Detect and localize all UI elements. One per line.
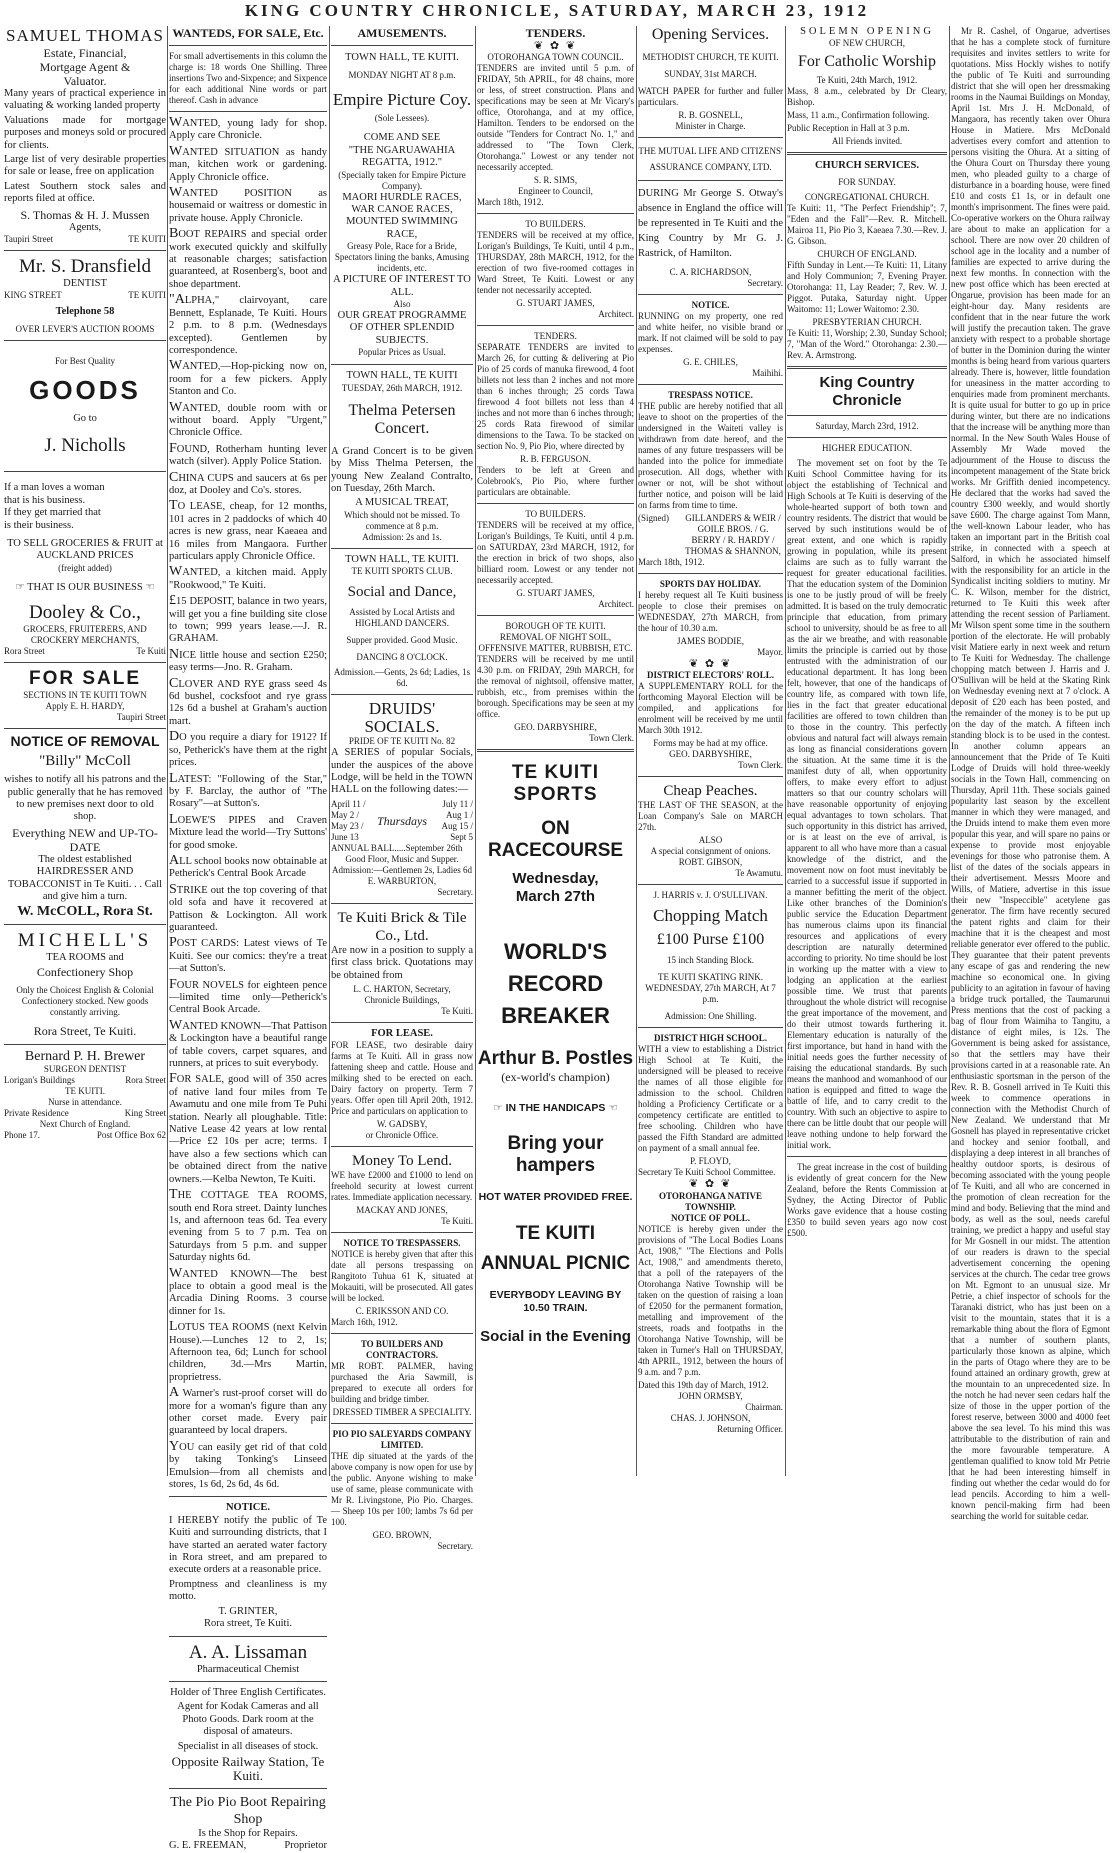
hampers: Bring your hampers [507, 1132, 604, 1176]
brewer-l2: Private Residence [4, 1107, 69, 1118]
education-para-1: The movement set on foot by the Te Kuiti School Committee having for its object the establishing of Technical and High Schools at Te Kuiti is deserving of the whole-hearted support of both town and country residents. The district that would be served by such institutions would be of great extent, and one which is rapidly growing in population, while its present claims are such as to fully warrant the request for greater educational facilities. That the education system of the Dominion is one to be justly proud of will be freely admitted. It is based on the truly democratic principle that education, from primary school to university, should be as free to all as the air we breathe, and with reasonable limits the principle is carried out by those entrusted with the administration of our educational department. It has long been felt, however, that one of the handicaps of country life, as compared with town life, lies in the fact that greater educational facilities are offered to town children than to those in the country. This perfectly obvious and natural fact will always remain as long as financial considerations govern the situation. At the same time it is the manifest duty of all, when opportunity offers, to make every effort to adjust matters so that our country scholars will have reasonable opportunity of enjoying equal advantages to town scholars. That such opportunity in this district has arrived, or is at least on the eve of arrival, is apparent to all who have more than a casual knowledge of the district, and the movement now on foot must inevitably be carried to a successful issue if supported in a manner befitting the merit of the object. Like other branches of the Dominion's public service the Education Department has numerous claims upon its financial resources and applications of every description are naturally determined according to priority. No time should be lost in working up the matter with a view to lodging an application at the earliest possible time. We trust that parents throughout the whole district will recognise the great importance of the movement, and do their utmost towards furthering it. Elementary education is naturally of the first importance, but hand in hand with the initial needs goes the further necessity of raising the educational standards. By such means the manhood and womanhood of our nation is equipped and fitted to wage the battle of life, and to carry credit to the country. With such an objective to aspire to there can be little doubt that our people will leave nothing undone to help forward the initial work. [787, 457, 947, 1150]
sims2: Engineer to Council, [518, 186, 593, 197]
empire-pictures: Empire Picture Coy. [332, 90, 472, 110]
column-6 [787, 26, 947, 1476]
tenders-heading: TENDERS. [525, 26, 586, 40]
annual-ball: ANNUAL BALL.....September 26th [331, 842, 463, 853]
congregational-para: Te Kuiti: 11, "The Perfect Friendship"; 7, "Eden and the Fall"—Rev. R. Mitchell. Mairoa 11, Pio Pio 3, Kaeaea 7.30.—Rev. J. G. Gibson. [787, 202, 947, 246]
mutual-para: DURING Mr George S. Otway's absence in England the office will be represented in Te Kuiti and the King Country by Mr G. J. Rastrick, of Hamilton. [638, 188, 783, 259]
prices: Popular Prices as Usual. [358, 347, 446, 358]
wanted-ad: WANTED, double room with or without board. Apply "Urgent," Chronicle Office. [169, 399, 327, 439]
notice-poll: NOTICE OF POLL. [671, 1212, 750, 1223]
native-township: OTOROHANGA NATIVE TOWNSHIP. [659, 1190, 762, 1212]
church-services: CHURCH SERVICES. [814, 160, 920, 172]
poem-line2: that is his business. [4, 494, 86, 506]
darby-1: GEO. DARBYSHIRE, [514, 722, 597, 733]
poem-line1: If a man loves a woman [4, 482, 105, 494]
dr-telephone: Telephone 58 [55, 306, 115, 318]
wanted-ad: CHINA CUPS and saucers at 6s per doz, at Dooley and Co's. stores. [169, 469, 327, 496]
all-invited: All Friends invited. [831, 136, 903, 147]
harton3: Te Kuiti. [441, 1005, 473, 1016]
grinter-para2: Promptness and cleanliness is my motto. [169, 1578, 327, 1603]
handicaps: ☞ IN THE HANDICAPS ☜ [493, 1102, 618, 1115]
supper: Supper provided. Good Music. [346, 635, 458, 646]
regatta: "THE NGARUAWAHIA REGATTA, 1912." [348, 144, 456, 169]
cheap-peaches: Cheap Peaches. [663, 783, 758, 800]
brewer-city: TE KUITI. [65, 1085, 105, 1096]
druids-para: A SERIES of popular Socials, under the auspices of the above Lodge, will be held in the TOWN HALL on the following dates:— [331, 747, 473, 796]
to-builders-2: TO BUILDERS. [525, 509, 586, 520]
dr-over: OVER LEVER'S AUCTION ROOMS [15, 323, 155, 334]
thelma-para: A Grand Concert is to be given by Miss Thelma Petersen, the young New Zealand Contralto, on Tuesday, 26th March. [331, 445, 473, 494]
march-27: March 27th [515, 888, 596, 906]
watch-paper: WATCH PAPER for further and fuller particulars. [638, 86, 783, 107]
methodist: METHODIST CHURCH, TE KUITI. [642, 52, 779, 62]
grinter-sig2: Rora street, Te Kuiti. [203, 1618, 292, 1630]
brewer-name: Bernard P. H. Brewer [24, 1048, 146, 1064]
lease-head: FOR LEASE. [371, 1027, 433, 1039]
druids-dates-right: July 11 / Aug 1 / Aug 15 / Sept 5 [441, 798, 473, 842]
johnson: CHAS. J. JOHNSON, [670, 1412, 751, 1423]
forsale-title: FOR SALE [28, 668, 142, 690]
james-1: G. STUART JAMES, [516, 298, 595, 309]
chiles: G. E. CHILES, [683, 357, 738, 367]
otor-para: TENDERS are invited until 5 p.m. of FRIDAY, 5th APRIL, for 48 chains, more or less, of street construction. Plans and specifications may be seen at Mr Vicary's office, Otorohanga, and at my office, Hamilton. Tenders to be endorsed on the outside "Tenders for Contract No. 1," and addressed to "The Town Clerk, Otorohanga." Lowest or any tender not necessarily accepted. [477, 63, 634, 173]
piopio-title: The Pio Pio Boot Repairing Shop [170, 1794, 326, 1827]
to-builders2-para: TENDERS will be received at my office, Lorigan's Buildings, Te Kuiti, until 4 p.m. on SATURDAY, 23rd MARCH, 1912, for the erection in brick of two shops, also billiard room. Lowest or any tender not necessarily accepted. [477, 520, 634, 586]
high-school: DISTRICT HIGH SCHOOL. [653, 1033, 768, 1044]
st-para1: Many years of practical experience in valuating & working landed property [4, 88, 166, 112]
dressed-timber: DRESSED TIMBER A SPECIALITY. [332, 1407, 472, 1418]
kcc-title: King Country Chronicle [819, 373, 915, 409]
borough: BOROUGH OF TE KUITI. [505, 621, 606, 632]
maori-races: MAORI HURDLE RACES, WAR CANOE RACES, MOUNTED SWIMMING RACE, [342, 191, 462, 240]
gibson2: Te Awamutu. [735, 868, 783, 879]
wanted-ad: STRIKE out the top covering of that old sofa and have it recovered at Pattison & Lockington. All work guaranteed. [169, 881, 327, 933]
block: 15 inch Standing Block. [667, 955, 754, 966]
druids-secretary: Secretary. [437, 886, 473, 897]
congregational: CONGREGATIONAL CHURCH. [804, 191, 930, 202]
hot-water: HOT WATER PROVIDED FREE. [478, 1190, 633, 1203]
builders-head: TO BUILDERS AND CONTRACTORS. [360, 1339, 444, 1361]
brewer-next: Next Church of England. [39, 1118, 131, 1129]
catholic-worship: For Catholic Worship [798, 53, 936, 71]
masthead: KING COUNTRY CHRONICLE, SATURDAY, MARCH 23, 1912 [244, 1, 870, 20]
otor-council: OTOROHANGA TOWN COUNCIL. [487, 52, 624, 63]
tenders-2: TENDERS. [534, 331, 577, 342]
lease-para: FOR LEASE, two desirable dairy farms at Te Kuiti. All in grass now fattening sheep and cattle. House and milking shed to be erected on each. Dairy factory on property. Term 7 years. Offer open till April 20th, 1912. Price and particulars on application to [331, 1040, 473, 1117]
assisted: Assisted by Local Artists and HIGHLAND DANCERS. [349, 607, 455, 629]
dooley-addr-right: Te Kuiti [136, 646, 166, 657]
our-business: ☞ THAT IS OUR BUSINESS ☜ [15, 581, 155, 593]
purse: £100 Purse £100 [656, 931, 765, 949]
money-title: Money To Lend. [352, 1153, 452, 1170]
wanted-ad: "ALPHA," clairvoyant, care Bennett, Esplanade, Te Kuiti. Hours 2 p.m. to 8 p.m. (Wednesdays excepted). Gentlemen by correspondence. [169, 292, 327, 356]
reception: Public Reception in Hall at 3 p.m. [787, 123, 910, 134]
forms: Forms may be had at my office. [653, 738, 768, 749]
wanted-ad: LOEWE'S PIPES and Craven Mixture lead the world—Try Suttons' for good smoke. [169, 811, 327, 851]
wanted-ad: THE COTTAGE TEA ROOMS, south end Rora street. Dainty lunches 1s, and afternoon teas 6d. Tea every evening from 5 to 7 p.m. Tea on Saturdays from 5 p.m. and supper Saturday nights 6d. [169, 1187, 327, 1264]
saleyards-head: PIO PIO SALEYARDS COMPANY LIMITED. [332, 1429, 472, 1451]
brewer-r1: Rora Street [125, 1074, 166, 1085]
wanted-ad: NICE little house and section £250; easy terms—Jno. R. Graham. [169, 646, 327, 674]
piopio-prop: Proprietor [284, 1840, 327, 1852]
wanted-ad: £15 DEPOSIT, balance in two years, will get you a fine building site close to town; 999 years lease.—J. R. GRAHAM. [169, 593, 327, 645]
gadsby2: or Chronicle Office. [365, 1130, 439, 1141]
brewer-nurse: Nurse in attendance. [48, 1096, 122, 1107]
column-3 [331, 26, 473, 1552]
darby-2: GEO. DARBYSHIRE, [669, 749, 752, 760]
druids-sub: PRIDE OF TE KUITI No. 82 [348, 736, 456, 747]
kcc-date: Saturday, March 23rd, 1912. [815, 420, 919, 431]
dancing: DANCING 8 O'CLOCK. [356, 652, 448, 663]
poem-line3: If they get married that [4, 507, 101, 519]
poem-line4: is their business. [4, 519, 74, 531]
th3: TOWN HALL, TE KUITI. [345, 553, 459, 565]
brown2: Secretary. [437, 1541, 473, 1552]
removal-para: TENDERS will be received by me until 4.30 p.m. on FRIDAY, 29th MARCH, for the removal of nightsoil, offensive matter, rubbish, etc., from premises within the borough. Specifications may be seen at my office. [477, 654, 634, 720]
richardson2: Secretary. [747, 278, 783, 288]
chairman: Chairman. [745, 1401, 783, 1412]
dr-addr-left: KING STREET [4, 290, 62, 301]
rink-day: WEDNESDAY, 27th MARCH, At 7 p.m. [645, 983, 776, 1005]
champion: (ex-world's champion) [501, 1070, 610, 1085]
racecourse: ON RACECOURSE [487, 818, 624, 862]
column-2 [169, 26, 327, 1852]
michell-confect: Confectionery Shop [36, 964, 134, 979]
forsale-l2: Apply E. H. HARDY, [45, 701, 125, 712]
wanted-ad: WANTED,—Hop-picking now on, room for a few pickers. Apply Stanton and Co. [169, 358, 327, 398]
dooley-addr-left: Rora Street [4, 646, 45, 657]
everything-new: Everything NEW and UP-TO-DATE [12, 825, 158, 854]
lissaman-p2: Agent for Kodak Cameras and all Photo Goods. Dark room at the disposal of amateurs. [177, 1701, 319, 1738]
forsale-l3: Taupiri Street [116, 712, 166, 723]
opening-services: Opening Services. [651, 26, 770, 43]
mutual-life: THE MUTUAL LIFE AND CITIZENS' ASSURANCE COMPANY, LTD. [638, 146, 783, 172]
new-church: OF NEW CHURCH, [828, 38, 906, 49]
returning: Returning Officer. [717, 1423, 783, 1434]
electors-para: A SUPPLEMENTARY ROLL for the forthcoming Mayoral Election will be compiled, and applications for enrolment will be received by me until March 30th 1912. [638, 681, 783, 736]
sports-title: TE KUITI SPORTS [511, 762, 600, 806]
brick-title: Te Kuiti Brick & Tile Co., Ltd. [337, 909, 467, 944]
brown: GEO. BROWN, [372, 1530, 432, 1541]
thursdays: Thursdays [376, 813, 427, 828]
floyd: P. FLOYD, [690, 1156, 731, 1167]
builders-para: MR ROBT. PALMER, having purchased the Aria Sawmill, is prepared to execute all orders for building and bridge timber. [331, 1361, 473, 1405]
arch-1: Architect. [598, 309, 634, 320]
boddie: JAMES BODDIE, [676, 636, 744, 646]
sell-line: TO SELL GROCERIES & FRUIT at AUCKLAND PRICES [7, 537, 163, 562]
richardson: C. A. RICHARDSON, [669, 267, 752, 277]
dooley-sub: GROCERS, FRUITERERS, AND CROCKERY MERCHANTS, [23, 624, 147, 646]
warburton: E. WARBURTON, [367, 875, 437, 886]
wanted-ad: CLOVER AND RYE grass seed 4s 6d bushel, cocksfoot and rye grass 12s 6d a bushel at Graham's auction mart. [169, 675, 327, 727]
mackay: MACKAY AND JONES, [356, 1205, 448, 1216]
samuel-thomas-name: SAMUEL THOMAS [6, 26, 164, 45]
gosnell2: Minister in Charge. [675, 121, 746, 131]
wanted-ad: WANTED, young lady for shop. Apply care Chronicle. [169, 115, 327, 142]
grinter-para: I HEREBY notify the public of Te Kuiti and surrounding districts, that I have started an aerated water factory in Rora street, and am prepared to execute orders at a reasonable price. [169, 1514, 327, 1576]
piopio-sub: Is the Shop for Repairs. [198, 1827, 298, 1839]
removal-title: NOTICE OF REMOVAL [10, 733, 160, 750]
lissaman-p3: Specialist in all diseases of stock. [177, 1740, 319, 1752]
eriksson: C. ERIKSSON AND CO. [355, 1306, 449, 1317]
mackay2: Te Kuiti. [441, 1216, 473, 1227]
st-addr-left: Taupiri Street [4, 234, 54, 245]
one-shilling: Admission: One Shilling. [664, 1011, 757, 1022]
th1: TOWN HALL, TE KUITI. [345, 52, 459, 63]
goods-title: GOODS [29, 374, 141, 405]
removal-nightsoil: REMOVAL OF NIGHT SOIL, OFFENSIVE MATTER, RUBBISH, ETC. [478, 632, 633, 654]
wanted-ad: YOU can easily get rid of that cold by taking Tonking's Linseed Emulsion—from all chemists and stores, 1s 6d, 2s 6d, 4s 6d. [169, 1438, 327, 1491]
to-builders-para: TENDERS will be received at my office, Lorigan's Buildings, Te Kuiti, until 4 p.m., THURSDAY, 28th MARCH, 1912, for the erection of two five-roomed cottages in Ward Street, Te Kuiti. Lowest or any tender not necessarily accepted. [477, 230, 634, 296]
darby-2b: Town Clerk. [738, 760, 783, 771]
admission-1: Admission: 2s and 1s. [362, 531, 442, 542]
dransfield-name: Mr. S. Dransfield [19, 256, 151, 278]
wanted-ad: BOOT REPAIRS and special order work executed quickly and skilfully at reasonable charges; satisfaction guaranteed, at Rosenberg's, boot and shoe department. [169, 226, 327, 290]
separate-para: SEPARATE TENDERS are invited to March 26, for cutting & delivering at Pio Pio of 25 cords of manuka firewood, 4 foot billets not less than 2 inches and not more than 6 inches through; 25 cords Tawa firewood 4 foot billets not less than 4 inches and not more than 6 inches through; 25 cords Rata firewood of similar dimensions to the Tawa. To be stacked on section No. 9, Pio Pio, where directed by [477, 342, 634, 452]
sports-holiday: SPORTS DAY HOLIDAY. [659, 579, 762, 589]
dated: Dated this 19th day of March, 1912. [638, 1379, 769, 1390]
druids-dates-left: April 11 / May 2 / May 23 / June 13 [331, 798, 366, 842]
for-sunday: FOR SUNDAY. [838, 176, 896, 187]
wednesday: Wednesday, [512, 870, 599, 888]
money-para: WE have £2000 and £1000 to lend on freehold security at lowest current rates. Immediate application necessary. [331, 1170, 473, 1203]
notice-heifer-head: NOTICE. [691, 300, 730, 310]
th2: TOWN HALL, TE KUITI [346, 370, 458, 382]
michell-title: MICHELL'S [17, 930, 153, 952]
admission-2: Admission.—Gents, 2s 6d; Ladies, 1s 6d. [333, 667, 471, 689]
brewer-phone: Phone 17. [4, 1129, 40, 1140]
wanted-ad: WANTED, a kitchen maid. Apply "Rookwood," Te Kuiti. [169, 564, 327, 591]
goods-best: For Best Quality [55, 355, 115, 366]
local-news: Mr R. Cashel, of Ongarue, advertises that he has a complete stock of furniture requisites and invites settlers to write for quotations. Miss Hockly wishes to notify the public of Te Kuiti and surrounding district that she will open her dressmaking rooms in the Naumai Buildings on Monday, April 1st. Mrs J. H. McDonald, of Mangaora, has recently taken over Ohura House in Matiere. Mrs McDonald advertises every comfort and attention to persons visiting the Ohura. At a sitting of the Ohura Court on Thursday there young men, who pleaded guilty to a charge of disturbance in a boarding house, were fined £10 and costs £1 1s, or in default one month's imprisonment. The fines were paid. Co-operative workers on the Ohura railway are about to make an application for a school. There are now over 20 children of school age in the locality and a number of families are expected to arrive during the next few months. In connection with the new post office which has been erected at Ongarue, provision has been made for an eight-hour day. Many residents are confident that in the near future the work will justify the precaution taken. The grave anxiety with respect to a probable shortage of butter in the Dominion during the winter months is being heard from various quarters already. There is, however, little foundation for uneasiness in the matter according to enquiries made from prominent merchants. It is quite usual for butter to go up in price during winter, but there are no indications that the increase will be anything more than normal. In the New South Wales House of Assembly Mr Wade moved the adjournment of the House to discuss the incompetent management of the State brick works. Mr Griffith denied incompetency. He declared that the works had saved the country £300 weekly, and would shortly save £600. The charge against Tom Mann, the well-known Labour leader, who has taken an important part in the British coal strike, in connected with a speech at Salford, in which he associated himself with the responsibility for an article in the Syndicalist inciting soldiers to mutiny. Mr C. K. Wilson, member for the district, returned to Te Kuiti this week after attending the recent session of Parliament. Mr Wilson spent some time in the southern portion of the electorate. He will probably visit Matiere early in next week and return to Te Kuiti for Wednesday. The challenge chopping match between J. Harris and J. O'Sullivan will be held at the Skating Rink on Wednesday evening next at 7 o'clock. A deposit of £20 each has been posted, and the remainder of the money is to be put up on the day of the match. A fifteen inch standing block is to be used in the contest. In another column appears an announcement that the Pride of Te Kuiti Lodge of Druids will hold three-weekly socials in the Town Hall, commencing on Thursday, April 11th. These socials gained popularity last season by the excellent manner in which they were managed, and the Druids intend to make them even more popular this year, and will spare no pains or expense to provide most enjoyable evenings for those who patronise them. A list of the dates of the socials appears in their advertisement. Messrs Moore and Wills, of Matiere, advertise in this issue their new "Inspeccible" acetylene gas generator. The firm have recently secured the patent rights and claim for their machine that it is the cheapest and most reliable generator ever offered to the public. They guarantee that their patent prevents any escape of gas and rendering the new machine so economical one. In giving publicity to an agitation in favour of having a bridge truck portalled, the Taumarunui Press mentions that the cost of packing a bag of flour from Waimiha to Tangitu, a distance of eight miles, is 12s. The Government is being asked for assistance, so that the settlers may have their provisions carted in at a reasonable rate. An enthusiastic sportsman in the person of the Rev. R. B. Gosnell arrived in Te Kuiti this week to commence operations in connection with the Methodist Church of New Zealand. We understand that Mr Gosnell has played in representative cricket and hockey and senior football, and displaying a deep interest in all branches of healthy outdoor sports, is desirous of becoming associated with the young people of Te Kuiti, and all who are concerned in the promotion of clean recreation for the mind and body. Believing that the mind and body, as well as the soul, needs careful training, we predict a happy and useful stay for Mr Gosnell in our midst. The attention of our readers is drawn to the special advertisement concerning the opening services at the church. The cedar tree grows on Mt. Egmont to an unusual size. Mr Petrie, a chief inspector of schools for the Taranaki district, who has just been on a visit to the mountain, states that it is a remarkable thing about the flora of Egmont that a number of southern plants, particularly those known as alpine, which in the parts of Otago where they are to be found attained an ordinary growth, grew at the mountain to an unprecedented size. In the notch he had never seen cedars half the size of those in the upper portion of the forest reserve, between 3000 and 4000 feet above the sea level. To his mind this was attributable to the distribution of rain and the more favourable temperature. A gentleman qualified to know told Mr Petrie that he had been interesting himself in finding out whether the cedar would do for lead pencils. According to him a well-known pencil-making firm had been searching the world for suitable cedar. [951, 26, 1110, 1521]
freight: (freight added) [58, 562, 112, 573]
brick-para: Are now in a position to supply a first class brick. Quotations may be obtained from [331, 944, 473, 981]
ormsby: JOHN ORMSBY, [678, 1390, 743, 1401]
michell-tea: TEA ROOMS and [46, 952, 124, 964]
also: Also [393, 299, 411, 310]
st-para3: Large list of very desirable properties for sale or lease, free on application [4, 154, 166, 178]
eriksson-date: March 16th, 1912. [331, 1317, 398, 1328]
england-para: Fifth Sunday in Lent.—Te Kuiti: 11, Litany and Holy Communion; 7, Evening Prayer. Otorohanga: 11, Lay Reader; 7, Rev. W. J. Piggot. Putaka, Saturday night. Upper Waitomo: 11; Lower Waitomo: 2.30. [787, 259, 947, 314]
st-para4: Latest Southern stock sales and reports filed at office. [4, 180, 166, 205]
wanteds-list [169, 117, 327, 1491]
solemn-opening: SOLEMN OPENING [800, 26, 934, 37]
grinter-notice-head: NOTICE. [225, 1502, 271, 1514]
signatories: GILLANDERS & WEIR / GOILE BROS. / G. BERRY / R. HARDY / THOMAS & SHANNON, [685, 513, 781, 556]
harris-vs: J. HARRIS v. J. O'SULLIVAN. [653, 890, 768, 901]
ornament-icon-2: ❦ ✿ ❦ [688, 658, 733, 670]
trespass-notice-para: THE public are hereby notified that all leave to shoot on the properties of the undersigned in the Waiteti valley is withdrawn from date hereof, and the names of any future trespassers will be handed into the police for immediate prosecution. All dogs, whether with owner or not, will be shot without further notice, and poison will be laid on farms from time to time. [638, 401, 783, 510]
billy-name: "Billy" McColl [39, 753, 131, 770]
column-4 [477, 26, 634, 1476]
treat2: Which should not be missed. To commence at 8 p.m. [344, 509, 460, 531]
wanted-ad: POST CARDS: Latest views of Te Kuiti. See our comics: they're a treat—at Sutton's. [169, 935, 327, 975]
wanted-ad: WANTED POSITION as housemaid or waitress or domestic in private house. Apply Chronicle. [169, 185, 327, 224]
brewer-sub: SURGEON DENTIST [43, 1063, 127, 1074]
forsale-l1: SECTIONS IN TE KUITI TOWN [23, 690, 147, 701]
column-1 [4, 26, 166, 1476]
column-7 [951, 26, 1110, 1521]
billy-para: wishes to notify all his patrons and the public generally that he has removed to new premises next door to old shop. [4, 774, 166, 823]
social-dance: Social and Dance, [347, 584, 457, 601]
gibson: ROBT. GIBSON, [678, 857, 743, 868]
piopio-sig: G. E. FREEMAN, [169, 1840, 247, 1852]
wanted-ad: TO LEASE, cheap, for 12 months, 101 acres in 2 paddocks of which 40 acres is new grass, near Kaeaea and 16 miles from Mangaora. Further particulars apply Chronicle Office. [169, 498, 327, 562]
ornament-icon: ❦ ✿ ❦ [533, 40, 578, 52]
wanted-ad: WANTED KNOWN—The best place to obtain a good meal is the Arcadia Dining Rooms. 3 course dinner for 1s. [169, 1265, 327, 1317]
wanted-ad: WANTED SITUATION as handy man, kitchen work or gardening. Apply Chronicle office. [169, 143, 327, 183]
gadsby: W. GADSBY, [376, 1119, 428, 1130]
mass-2: Mass, 11 a.m., Confirmation following. [787, 110, 930, 121]
sports-club: TE KUITI SPORTS CLUB. [351, 566, 453, 577]
high-school-para: WITH a view to establishing a District High School at Te Kuiti, the undersigned will be pleased to receive the names of all those eligible for admission to the school. Children holding a Proficiency Certificate or a competency certificate are entitled to free schooling. Children who have passed the Fifth Standard are admitted on payment of a small annual fee. [638, 1044, 783, 1154]
picture-interest: A PICTURE OF INTEREST TO ALL. [333, 274, 471, 298]
th2-day: TUESDAY, 26th MARCH, 1912. [341, 382, 463, 393]
picnic: TE KUITI ANNUAL PICNIC [480, 1223, 631, 1275]
harton: L. C. HARTON, Secretary, [353, 983, 451, 994]
nicholls-name: J. Nicholls [44, 435, 126, 457]
grinter-sig: T. GRINTER, [218, 1605, 278, 1617]
darby-1b: Town Clerk. [589, 733, 634, 744]
st-agents: S. Thomas & H. J. Mussen [20, 207, 150, 222]
wanteds-heading: WANTEDS, FOR SALE, Etc. [172, 26, 324, 40]
postles: Arthur B. Postles [477, 1048, 634, 1070]
wanted-ad: DO you require a diary for 1912? If so, Petherick's have them at the right prices. [169, 729, 327, 769]
st-para2: Valuations made for mortgage purposes and moneys sold or procured for clients. [4, 114, 166, 151]
lissaman-opp: Opposite Railway Station, Te Kuiti. [171, 1753, 325, 1783]
th1-day: MONDAY NIGHT AT 8 p.m. [348, 70, 456, 81]
mccoll-sign: W. McCOLL, Rora St. [17, 904, 153, 920]
presbyterian-para: Te Kuiti: 11, Worship; 2.30, Sunday School; 7, "Man of the Word." Otorohanga: 2.30.—Rev. A. Armstrong. [787, 327, 947, 360]
saleyards-para: THE dip situated at the yards of the above company is now open for use by the public. Anyone wishing to make use of same, please communicate with Mr R. Livingstone, Pio Pio. Charges. — Sheep 10s per 100; lambs 7s 6d per 100. [331, 1451, 473, 1528]
james-2: G. STUART JAMES, [516, 588, 595, 599]
everybody: EVERYBODY LEAVING BY 10.50 TRAIN. [489, 1289, 622, 1314]
wanteds-note: For small advertisements in this column the charge is: 18 words One Shilling. Three insertions Two and-Sixpence; and Sixpence for each additional Nine words or part thereof. Cash in advance [169, 51, 327, 105]
poll-para: NOTICE is hereby given under the provisions of "The Local Bodies Loans Act, 1908," "The Elections and Polls Act, 1908," and amendments thereto, that a poll of the ratepayers of the Otorohanga Native Township will be taken on the question of raising a loan of £2050 for the permanent formation, metalling and improvement of the streets, roads and footpaths in the Otorohanga Native Township, will be taken in Turner's Hall on THURSDAY, 4th APRIL, 1912, between the hours of 9 a.m. and 7 p.m. [638, 1223, 783, 1377]
billy-para2: The oldest established HAIRDRESSER AND TOBACCONIST in Te Kuiti. . . Call and give him a turn. [7, 853, 163, 902]
column-5 [638, 26, 783, 1476]
trespass-para: NOTICE is hereby given that after this date all persons trespassing on Rangitoto Tuhua 61 K, situated at Mokauiti, will be prosecuted. All gates will be locked. [331, 1249, 473, 1304]
dr-addr-right: TE KUITI [128, 290, 166, 301]
st-agents2: Agents, [68, 221, 102, 233]
programme: OUR GREAT PROGRAMME OF OTHER SPLENDID SUBJECTS. [337, 310, 467, 346]
church-of-england: CHURCH OF ENGLAND. [817, 248, 917, 259]
sims-date: March 18th, 1912. [477, 197, 544, 208]
education-para-2: The great increase in the cost of building is evidently of great concern for the New Zealand, before the Rents Commission at Sydney, the Acting Director of Public Works gave evidence that a house costing £350 to build seven years ago now cost £500. [787, 1161, 947, 1238]
wanted-ad: LOTUS TEA ROOMS (next Kelvin House).—Lunches 12 to 2, 1s; Afternoon tea, 6d; Lunch for school children, 3d.—Mrs Martin, proprietress. [169, 1319, 327, 1383]
st-line2: Mortgage Agent & [39, 60, 131, 74]
to-builders-1: TO BUILDERS. [525, 219, 586, 230]
gosnell: R. B. GOSNELL, [678, 110, 743, 120]
mass-1: Mass, 8 a.m., celebrated by Dr Cleary, Bishop. [787, 86, 947, 108]
social-evening: Social in the Evening [480, 1328, 631, 1346]
st-addr-right: TE KUITI [128, 234, 166, 245]
wanted-ad: FOUND, Rotherham hunting lever watch (silver). Apply Police Station. [169, 440, 327, 468]
notice-heifer: RUNNING on my property, one red and white heifer, no visible brand or mark. If not claimed will be sold to pay expenses. [638, 311, 783, 354]
higher-education: HIGHER EDUCATION. [822, 442, 912, 453]
trespass-notice-head: TRESPASS NOTICE. [668, 390, 753, 400]
ferguson: R. B. FERGUSON. [520, 454, 591, 465]
trespass-date: March 18th, 1912. [638, 557, 705, 567]
st-line3: Valuator. [63, 74, 107, 88]
rora-street: Rora Street, Te Kuiti. [33, 1023, 137, 1038]
dransfield-title: DENTIST [63, 278, 107, 290]
wanted-ad: ALL school books now obtainable at Petherick's Central Book Arcade [169, 852, 327, 880]
dooley-name: Dooley & Co., [29, 602, 141, 624]
greasy-pole: Greasy Pole, Race for a Bride, Spectators lining the banks, Amusing incidents, etc. [334, 241, 470, 274]
peaches-also: ALSO [698, 835, 723, 846]
peaches-para: THE LAST OF THE SEASON, at the Loan Company's Sale on MARCH 27th. [638, 800, 783, 833]
sunday-31: SUNDAY, 31st MARCH. [664, 69, 757, 79]
wanted-ad: FOUR NOVELS for eighteen pence —limited time only—Petherick's Central Book Arcade. [169, 976, 327, 1016]
ferguson-para: Tenders to be left at Green and Colebrook's, Pio Pio, where further particulars are obtainable. [477, 465, 634, 498]
michell-para: Only the Choicest English & Colonial Confectionery stocked. New goods constantly arriving. [16, 984, 154, 1017]
holiday-para: I hereby request all Te Kuiti business people to close their premises on WEDNESDAY, 27th MARCH, from the hour of 10.30 a.m. [638, 590, 783, 633]
chiles2: Maihihi. [752, 368, 783, 378]
empire-sub: (Sole Lessees). [374, 113, 430, 124]
wanted-ad: A Warner's rust-proof corset will do more for a woman's figure than any other corset made. Every pair guaranteed by local drapers. [169, 1385, 327, 1437]
electors-head: DISTRICT ELECTORS' ROLL. [647, 670, 774, 681]
harton2: Chronicle Buildings, [364, 994, 440, 1005]
brewer-box: Post Office Box 62 [96, 1129, 166, 1140]
musical-treat: A MUSICAL TREAT, [355, 497, 449, 509]
regatta-sub: (Specially taken for Empire Picture Company). [338, 169, 466, 191]
rink: TE KUITI SKATING RINK. [658, 972, 763, 983]
wanted-ad: FOR SALE, good will of 350 acres of native land four miles from Te Awamutu and one mile from Te Puhi station. Nearly all ploughable. Title: Native Lease 42 years at low rental—Price £2 10s per acre; terms. I have also a few sections which can be obtained direct from the native owners.—Kelba Newton, Te Kuiti. [169, 1071, 327, 1185]
ornament-icon-3: ❦ ✿ ❦ [688, 1178, 733, 1191]
consign: A special consignment of onions. [650, 846, 771, 857]
good-floor: Good Floor, Music and Supper. [345, 853, 459, 864]
druids-title: DRUIDS' SOCIALS. [364, 699, 440, 737]
wanted-ad: LATEST: "Following of the Star," by F. Barclay, the author of "The Rosary"—at Sutton's. [169, 770, 327, 810]
admission-3: Admission:—Gentlemen 2s, Ladies 6d [332, 864, 472, 875]
lissaman-name: A. A. Lissaman [188, 1641, 308, 1663]
catholic-date: Te Kuiti, 24th March, 1912. [816, 75, 918, 86]
chopping-match: Chopping Match [653, 906, 768, 926]
lissaman-p1: Holder of Three English Certificates. [170, 1686, 326, 1698]
brewer-r2: King Street [124, 1107, 166, 1118]
goods-goto: Go to [73, 412, 97, 424]
world-record: WORLD'S RECORD BREAKER [501, 939, 610, 1029]
come-and-see: COME AND SEE [363, 132, 441, 144]
brewer-l1: Lorigan's Buildings [4, 1074, 75, 1085]
thelma-title: Thelma Petersen Concert. [348, 401, 456, 437]
st-line1: Estate, Financial, [43, 46, 127, 60]
signed: (Signed) [638, 513, 669, 523]
arch-2: Architect. [598, 599, 634, 610]
wanted-ad: WANTED KNOWN—That Pattison & Lockington have a beautiful range of table covers, carpet squares, and runners, at prices to suit everybody. [169, 1017, 327, 1070]
mayor: Mayor. [757, 647, 783, 657]
amusements-heading: AMUSEMENTS. [357, 26, 447, 40]
trespass-head: NOTICE TO TRESPASSERS. [343, 1238, 461, 1249]
floyd2: Secretary Te Kuiti School Committee. [638, 1167, 776, 1178]
presbyterian: PRESBYTERIAN CHURCH. [812, 316, 922, 327]
lissaman-sub: Pharmaceutical Chemist [196, 1663, 300, 1675]
sims: S. R. SIMS, [533, 175, 578, 186]
